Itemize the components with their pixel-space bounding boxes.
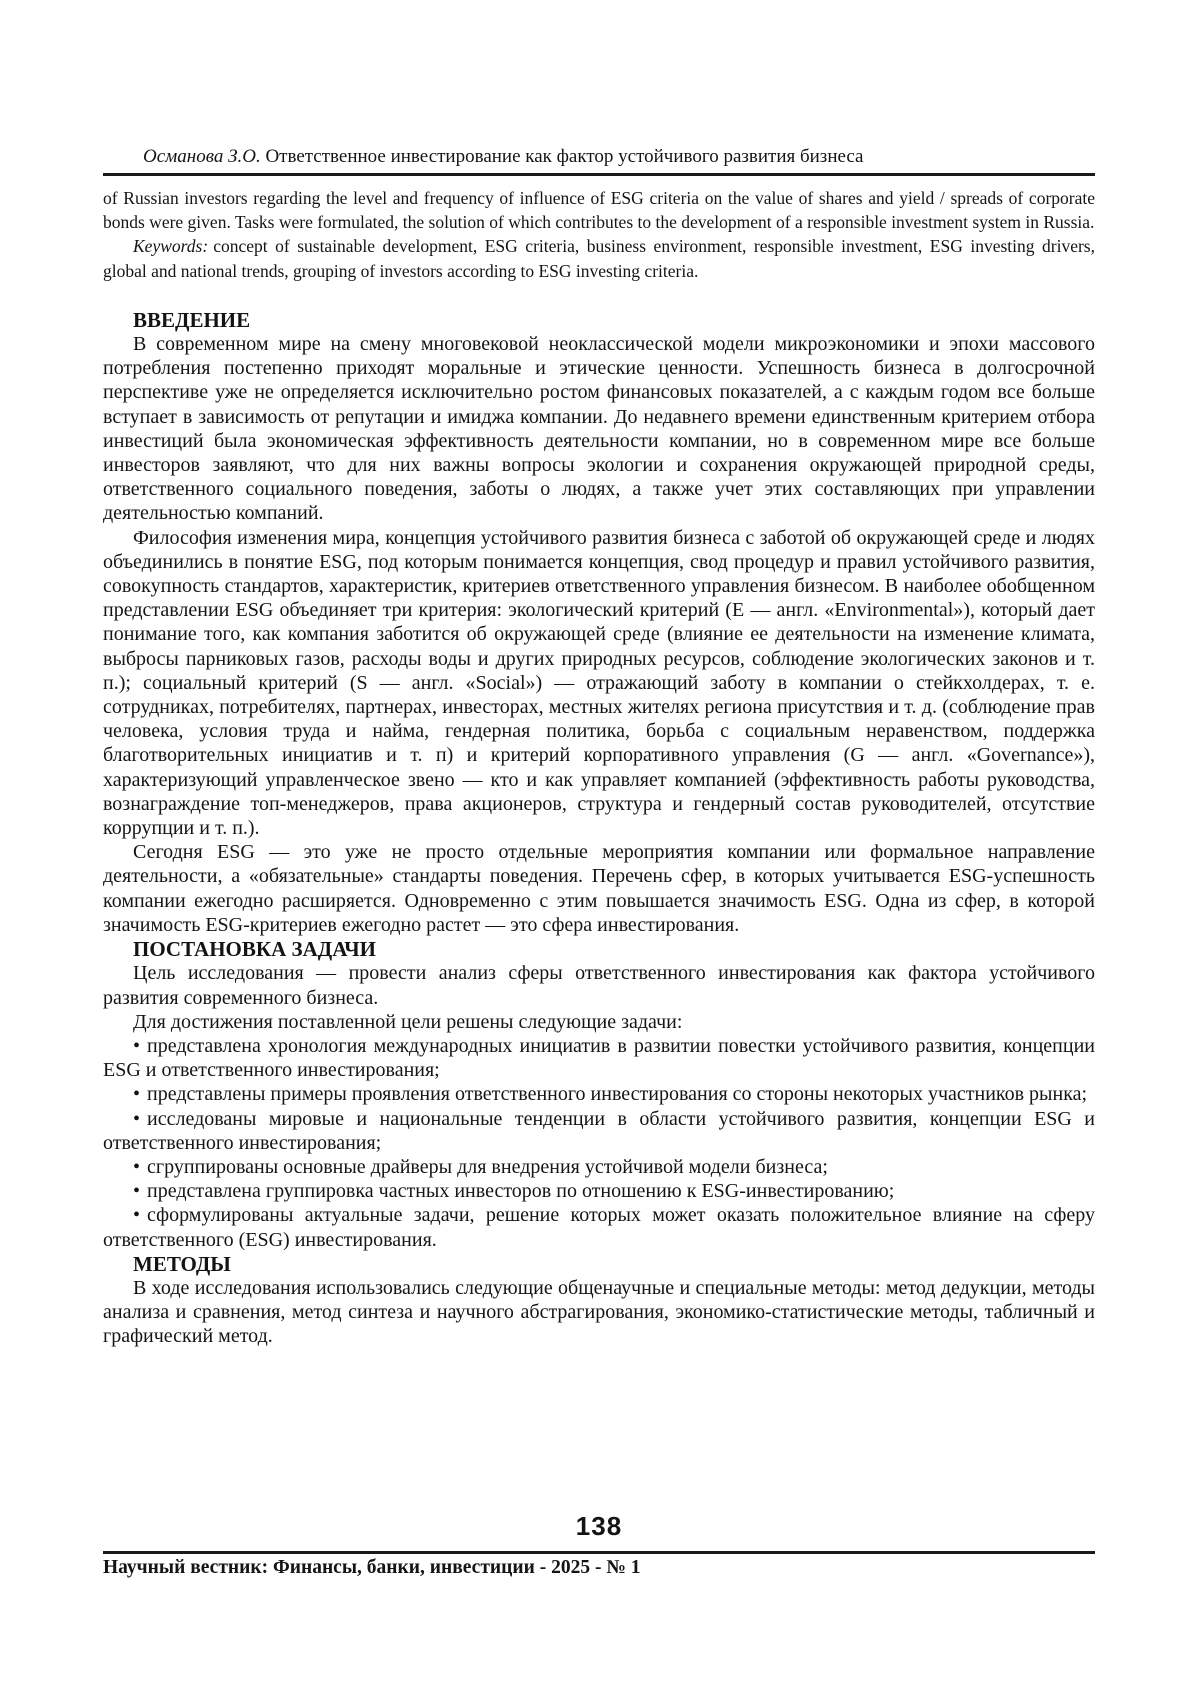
task-list-item-text: сгруппированы основные драйверы для внедрения устойчивой модели бизнеса; bbox=[147, 1155, 828, 1178]
keywords-paragraph bbox=[103, 234, 1095, 282]
intro-paragraph-2: Философия изменения мира, концепция устойчивого развития бизнеса с заботой об окружающей среде и людях объединились в понятие ESG, под которым понимается концепция, свод процедур и правил устойчивого развития, совокупность стандартов, характеристик, критериев ответственного управления бизнесом. В наиболее обобщенном представлении ESG объединяет три критерия: экологический критерий (E — англ. «Environmental»), который дает понимание того, как компания заботится об окружающей среде (влияние ее деятельности на изменение климата, выбросы парниковых газов, расходы воды и других природных ресурсов, соблюдение экологических законов и т. п.); социальный критерий (S — англ. «Social») — отражающий заботу в компании о стейкхолдерах, т. е. сотрудниках, потребителях, партнерах, инвесторах, местных жителях региона присутствия и т. д. (соблюдение прав человека, условия труда и найма, гендерная политика, борьба с социальным неравенством, поддержка благотворительных инициатив и т. п) и критерий корпоративного управления (G — англ. «Governance»), характеризующий управленческое звено — кто и как управляет компанией (эффективность работы руководства, вознаграждение топ-менеджеров, права акционеров, структура и гендерный состав руководителей, отсутствие коррупции и т. п.). bbox=[103, 526, 1095, 840]
task-list-item bbox=[103, 1155, 1095, 1179]
page-number: 138 bbox=[575, 1511, 623, 1541]
task-paragraph-lead: Для достижения поставленной цели решены следующие задачи: bbox=[133, 1010, 683, 1033]
running-header-author: Османова З.О. bbox=[143, 146, 261, 167]
task-list-item bbox=[103, 1179, 1095, 1203]
task-list-item bbox=[103, 1107, 1095, 1155]
task-list-item-text: представлены примеры проявления ответственного инвестирования со стороны некоторых участников рынка; bbox=[147, 1083, 1088, 1106]
bullet-icon: • bbox=[133, 1083, 141, 1106]
task-list-item-text: исследованы мировые и национальные тенденции в области устойчивого развития, концепции ESG и ответственного инвестирования; bbox=[103, 1107, 1095, 1154]
running-header-title: Ответственное инвестирование как фактор устойчивого развития бизнеса bbox=[265, 146, 864, 167]
keywords-label: Keywords: bbox=[133, 236, 209, 257]
bullet-icon: • bbox=[133, 1107, 141, 1130]
running-header bbox=[103, 146, 1095, 176]
bullet-icon: • bbox=[133, 1034, 141, 1057]
task-list-item-text: представлена хронология международных инициатив в развитии повестки устойчивого развития, концепции ESG и ответственного инвестирования; bbox=[103, 1034, 1095, 1082]
task-list-item-text: представлена группировка частных инвесторов по отношению к ESG-инвестированию; bbox=[147, 1180, 895, 1203]
keywords-text: concept of sustainable development, ESG criteria, business environment, responsible investment, ESG investing drivers, global and national trends, grouping of investors according to ESG investing criteria. bbox=[103, 236, 1095, 281]
task-list-item bbox=[103, 1203, 1095, 1251]
article-body bbox=[103, 186, 1095, 1349]
bullet-icon: • bbox=[133, 1180, 141, 1203]
intro-paragraph-1: В современном мире на смену многовековой неоклассической модели микроэкономики и эпохи массового потребления постепенно приходят моральные и этические ценности. Успешность бизнеса в долгосрочной перспективе уже не определяется исключительно ростом финансовых показателей, а с каждым годом все больше вступает в зависимость от репутации и имиджа компании. До недавнего времени единственным критерием отбора инвестиций была экономическая эффективность деятельности компании, но в современном мире все больше инвесторов заявляют, что для них важны вопросы экологии и сохранения окружающей природной среды, ответственного социального поведения, заботы о людях, а также учет этих составляющих при управлении деятельностью компаний. bbox=[103, 333, 1095, 525]
methods-paragraph-1: В ходе исследования использовались следующие общенаучные и специальные методы: метод дедукции, методы анализа и сравнения, метод синтеза и научного абстрагирования, экономико-статистические методы, табличный и графический метод. bbox=[103, 1276, 1095, 1348]
bullet-icon: • bbox=[133, 1155, 141, 1178]
abstract-en-paragraph: of Russian investors regarding the level and frequency of influence of ESG criteria on the value of shares and yield / spreads of corporate bonds were given. Tasks were formulated, the solution of which contributes to the development of a responsible investment system in Russia. bbox=[103, 188, 1095, 233]
task-paragraph-goal: Цель исследования — провести анализ сферы ответственного инвестирования как фактора устойчивого развития современного бизнеса. bbox=[103, 962, 1095, 1009]
journal-footer-text: Научный вестник: Финансы, банки, инвестиции - 2025 - № 1 bbox=[103, 1557, 641, 1578]
task-list-item bbox=[103, 1082, 1095, 1106]
task-list-item bbox=[103, 1034, 1095, 1082]
section-heading-task: ПОСТАНОВКА ЗАДАЧИ bbox=[133, 937, 376, 962]
intro-paragraph-3: Сегодня ESG — это уже не просто отдельные мероприятия компании или формальное направление деятельности, а «обязательные» стандарты поведения. Перечень сфер, в которых учитывается ESG-успешность компании ежегодно расширяется. Одновременно с этим повышается значимость ESG. Одна из сфер, в которой значимость ESG-критериев ежегодно растет — это сфера инвестирования. bbox=[103, 841, 1095, 936]
section-heading-methods: МЕТОДЫ bbox=[133, 1251, 231, 1276]
bullet-icon: • bbox=[133, 1204, 141, 1227]
journal-footer bbox=[103, 1551, 1095, 1579]
task-list-item-text: сформулированы актуальные задачи, решение которых может оказать положительное влияние на сферу ответственного (ESG) инвестирования. bbox=[103, 1204, 1095, 1251]
section-heading-introduction: ВВЕДЕНИЕ bbox=[133, 307, 251, 332]
